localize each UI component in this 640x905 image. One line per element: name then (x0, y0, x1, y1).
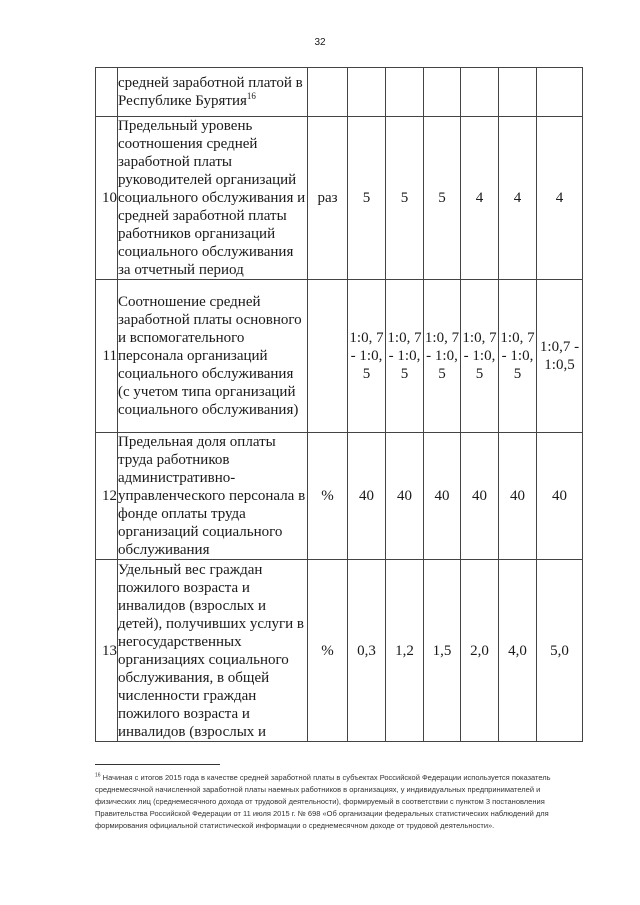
page-number: 32 (314, 37, 326, 48)
value-cell: 1:0,7 - 1:0,5 (537, 280, 583, 433)
value-cell: 40 (499, 433, 537, 560)
value-cell: 0,3 (348, 560, 386, 742)
value-cell: 40 (461, 433, 499, 560)
value-cell: 1:0, 7 - 1:0, 5 (386, 280, 424, 433)
value-cell: 5 (348, 117, 386, 280)
value-cell: 2,0 (461, 560, 499, 742)
table-row (96, 68, 583, 117)
value-cell (386, 68, 424, 117)
value-cell: 4,0 (499, 560, 537, 742)
value-cell (348, 68, 386, 117)
unit-cell (308, 68, 348, 117)
value-cell: 1,5 (424, 560, 461, 742)
unit-cell: раз (308, 117, 348, 280)
row-number: 13 (96, 560, 118, 742)
indicator-description: средней заработной платой в Республике Бурятия$^{16}$ (118, 68, 308, 117)
value-cell: 4 (537, 117, 583, 280)
value-cell (461, 68, 499, 117)
value-cell (537, 68, 583, 117)
value-cell: 40 (386, 433, 424, 560)
value-cell: 1:0, 7 - 1:0, 5 (348, 280, 386, 433)
row-number: 11 (96, 280, 118, 433)
value-cell: 40 (348, 433, 386, 560)
value-cell: 4 (461, 117, 499, 280)
footnote-ref: 16 (246, 91, 256, 101)
footnote-divider (95, 764, 220, 765)
indicator-description: Удельный вес граждан пожилого возраста и инвалидов (взрослых и детей), получивших услуги в негосударственных организациях социального обслуживания, в общей численности граждан пожилого возраста и инвалидов (взрослых и (118, 560, 308, 742)
table-row (96, 433, 583, 560)
row-number: 10 (96, 117, 118, 280)
value-cell: 1:0, 7 - 1:0, 5 (461, 280, 499, 433)
indicators-table (95, 67, 583, 742)
indicator-description: Соотношение средней заработной платы основного и вспомогательного персонала организаций социального обслуживания (с учетом типа организаций социального обслуживания) (118, 280, 308, 433)
value-cell: 5 (386, 117, 424, 280)
value-cell: 5,0 (537, 560, 583, 742)
value-cell: 40 (537, 433, 583, 560)
value-cell: 40 (424, 433, 461, 560)
value-cell (499, 68, 537, 117)
footnote (95, 772, 577, 832)
footnote-marker: 16 (95, 772, 101, 779)
row-number: 12 (96, 433, 118, 560)
value-cell: 4 (499, 117, 537, 280)
value-cell: 1:0, 7 - 1:0, 5 (424, 280, 461, 433)
indicator-description: Предельный уровень соотношения средней заработной платы руководителей организаций социального обслуживания и средней заработной платы работников организаций социального обслуживания за отчетный период (118, 117, 308, 280)
row-number (96, 68, 118, 117)
footnote-text: Начиная с итогов 2015 года в качестве средней заработной платы в субъектах Российской Федерации используется показатель среднемесячной начисленной заработной платы наемных работников в организациях, у индивидуальных предпринимателей и физических лиц (среднемесячного дохода от трудовой деятельности), формируемый в соответствии с пунктом 3 постановления Правительства Российской Федерации от 11 июля 2015 г. № 698 «Об организации федеральных статистических наблюдений для формирования официальной статистической информации о среднемесячном доходе от трудовой деятельности». (95, 773, 551, 830)
value-cell (424, 68, 461, 117)
value-cell: 1,2 (386, 560, 424, 742)
table-row (96, 117, 583, 280)
unit-cell: % (308, 560, 348, 742)
value-cell: 5 (424, 117, 461, 280)
table-row (96, 560, 583, 742)
unit-cell (308, 280, 348, 433)
indicator-description: Предельная доля оплаты труда работников административно-управленческого персонала в фонде оплаты труда организаций социального обслуживания (118, 433, 308, 560)
unit-cell: % (308, 433, 348, 560)
value-cell: 1:0, 7 - 1:0, 5 (499, 280, 537, 433)
table-row (96, 280, 583, 433)
